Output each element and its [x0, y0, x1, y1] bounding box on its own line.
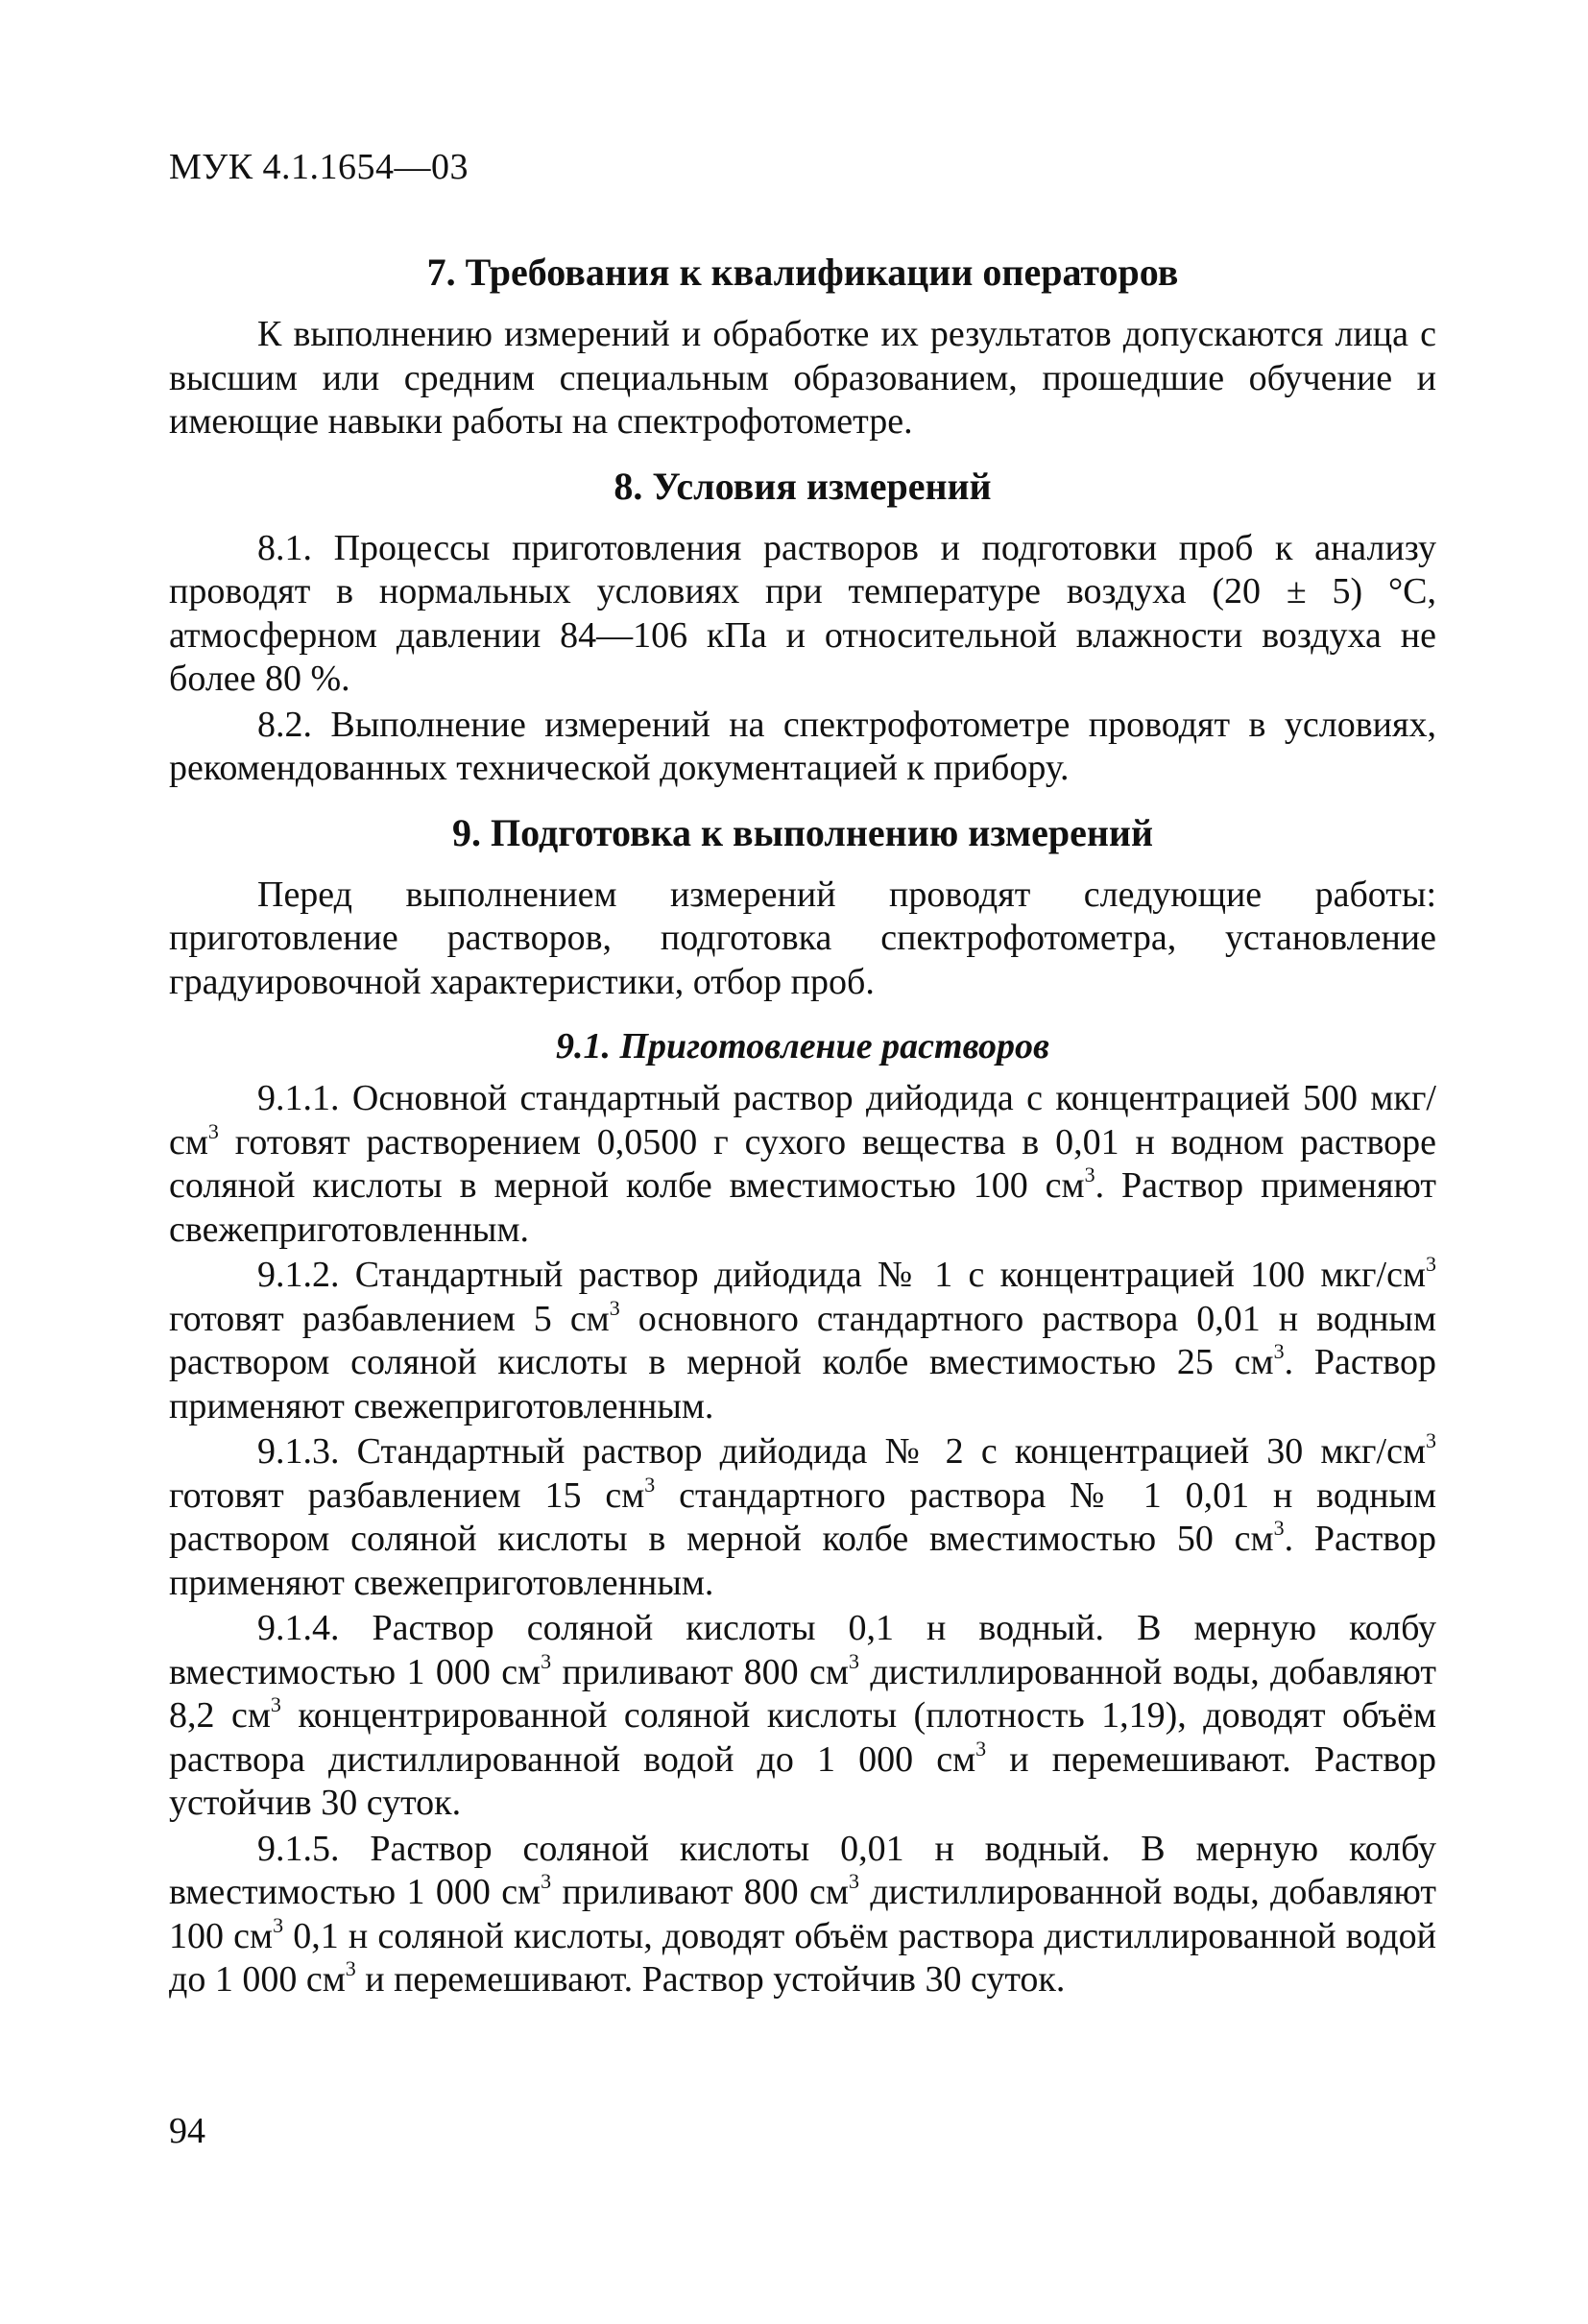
superscript-3: 3 — [609, 1295, 620, 1320]
subsection-9-1-heading: 9.1. Приготовление растворов — [555, 1026, 1050, 1066]
clause-text: стандартного раствора № 1 0,01 н водным раствором соляной кислоты в мерной колбе вместимостью 50 см — [169, 1474, 1436, 1559]
clause-text: 0,1 н соляной кислоты, доводят объём раствора дистиллированной водой до 1 000 см — [169, 1915, 1436, 2000]
clause-text: и перемешивают. Раствор устойчив 30 суток. — [355, 1959, 1066, 2000]
clause-9-1-3 — [169, 1430, 1436, 1605]
clause-text: и перемешивают. Раствор устойчив 30 суток. — [169, 1738, 1436, 1823]
clause-text: готовят разбавлением 15 см — [169, 1474, 645, 1516]
clause-text: . Раствор применяют свежеприготовленным. — [169, 1165, 1436, 1250]
clause-9-1-2 — [169, 1254, 1436, 1428]
clause-text: 9.1.4. Раствор соляной кислоты 0,1 н водный. В мерную колбу вместимостью 1 000 см — [169, 1608, 1436, 1692]
clause-text: 9.1.5. Раствор соляной кислоты 0,01 н водный. В мерную колбу вместимостью 1 000 см — [169, 1828, 1436, 1912]
clause-text: дистиллированной воды, добавляют 8,2 см — [169, 1651, 1436, 1736]
superscript-3: 3 — [1426, 1428, 1436, 1452]
clause-8-1: 8.1. Процессы приготовления растворов и подготовки проб к анализу проводят в нормальных условиях при температуре воздуха (20 ± 5) °С, атмосферном давлении 84—106 кПа и относительной влажности воздуха не более 80 %. — [169, 527, 1436, 699]
clause-text: . Раствор применяют свежеприготовленным. — [169, 1342, 1436, 1426]
clause-text: дистиллированной воды, добавляют 100 см — [169, 1872, 1436, 1956]
section-9-heading: 9. Подготовка к выполнению измерений — [452, 810, 1153, 854]
superscript-3: 3 — [975, 1736, 987, 1761]
clause-text: основного стандартного раствора 0,01 н водным раствором соляной кислоты в мерной колбе вместимостью 25 см — [169, 1298, 1436, 1382]
running-header: МУК 4.1.1654—03 — [169, 147, 469, 187]
clause-9-1-1 — [169, 1077, 1436, 1252]
superscript-3: 3 — [207, 1118, 219, 1143]
clause-9-1-5 — [169, 1828, 1436, 2002]
clause-text: 9.1.1. Основной стандартный раствор дийодида с концентрацией 500 мкг/см — [169, 1078, 1436, 1162]
section-9-intro: Перед выполнением измерений проводят следующие работы: приготовление растворов, подготовка спектрофотометра, установление градуировочной характеристики, отбор проб. — [169, 874, 1436, 1002]
superscript-3: 3 — [644, 1472, 656, 1497]
clause-9-1-4 — [169, 1607, 1436, 1826]
clause-8-2: 8.2. Выполнение измерений на спектрофотометре проводят в условиях, рекомендованных технической документацией к прибору. — [169, 704, 1436, 788]
clause-text: готовят разбавлением 5 см — [169, 1298, 610, 1339]
superscript-3: 3 — [1273, 1339, 1285, 1363]
superscript-3: 3 — [273, 1912, 284, 1937]
superscript-3: 3 — [541, 1648, 552, 1673]
clause-text: 9.1.2. Стандартный раствор дийодида № 1 с концентрацией 100 мкг/см — [257, 1255, 1426, 1295]
clause-text: 9.1.3. Стандартный раствор дийодида № 2 с концентрацией 30 мкг/см — [257, 1431, 1426, 1472]
superscript-3: 3 — [848, 1869, 859, 1893]
section-7-paragraph: К выполнению измерений и обработке их результатов допускаются лица с высшим или средним специальным образованием, прошедшие обучение и имеющие навыки работы на спектрофотометре. — [169, 314, 1436, 442]
document-page — [169, 144, 1436, 2004]
superscript-3: 3 — [1273, 1516, 1285, 1540]
superscript-3: 3 — [270, 1692, 281, 1716]
section-8-heading: 8. Условия измерений — [614, 464, 992, 508]
clause-text: приливают 800 см — [551, 1651, 849, 1692]
superscript-3: 3 — [848, 1648, 859, 1673]
superscript-3: 3 — [345, 1956, 356, 1980]
clause-text: . Раствор применяют свежеприготовленным. — [169, 1519, 1436, 1603]
clause-text: приливают 800 см — [551, 1872, 849, 1912]
clause-text: готовят растворением 0,0500 г сухого вещества в 0,01 н водном растворе соляной кислоты в мерной колбе вместимостью 100 см — [169, 1121, 1436, 1206]
clause-text: концентрированной соляной кислоты (плотность 1,19), доводят объём раствора дистиллированной водой до 1 000 см — [169, 1695, 1436, 1780]
superscript-3: 3 — [1084, 1162, 1095, 1186]
section-7-heading: 7. Требования к квалификации операторов — [426, 251, 1179, 294]
superscript-3: 3 — [1426, 1252, 1436, 1276]
superscript-3: 3 — [541, 1869, 552, 1893]
page-number: 94 — [169, 2111, 205, 2151]
